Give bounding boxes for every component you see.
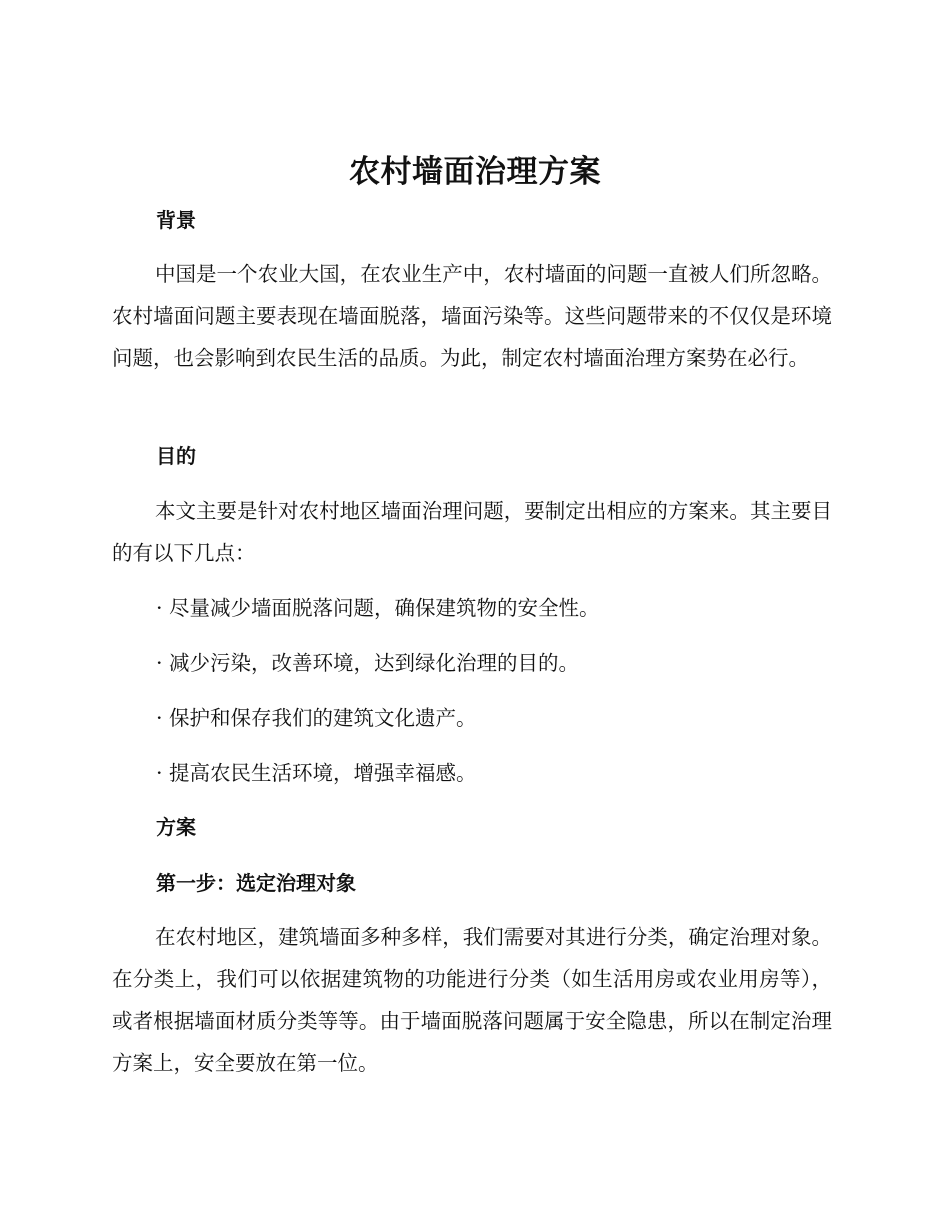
list-item: · 保护和保存我们的建筑文化遗产。 <box>156 706 477 730</box>
list-item: · 减少污染，改善环境，达到绿化治理的目的。 <box>156 651 580 675</box>
section-heading-background: 背景 <box>156 208 196 232</box>
section-heading-plan: 方案 <box>156 815 196 839</box>
list-item: · 提高农民生活环境，增强幸福感。 <box>156 761 477 785</box>
paragraph-background: 中国是一个农业大国，在农业生产中，农村墙面的问题一直被人们所忽略。农村墙面问题主要表现在墙面脱落，墙面污染等。这些问题带来的不仅仅是环境问题，也会影响到农民生活的品质。为此，制定农村墙面治理方案势在必行。 <box>112 262 832 370</box>
subsection-heading-step1: 第一步：选定治理对象 <box>156 871 356 895</box>
paragraph-step1: 在农村地区，建筑墙面多种多样，我们需要对其进行分类，确定治理对象。在分类上，我们可以依据建筑物的功能进行分类（如生活用房或农业用房等），或者根据墙面材质分类等等。由于墙面脱落问题属于安全隐患，所以在制定治理方案上，安全要放在第一位。 <box>112 925 832 1075</box>
paragraph-purpose: 本文主要是针对农村地区墙面治理问题，要制定出相应的方案来。其主要目的有以下几点： <box>112 499 832 565</box>
document-title: 农村墙面治理方案 <box>349 154 601 190</box>
list-item: · 尽量减少墙面脱落问题，确保建筑物的安全性。 <box>156 596 600 620</box>
section-heading-purpose: 目的 <box>156 444 196 468</box>
